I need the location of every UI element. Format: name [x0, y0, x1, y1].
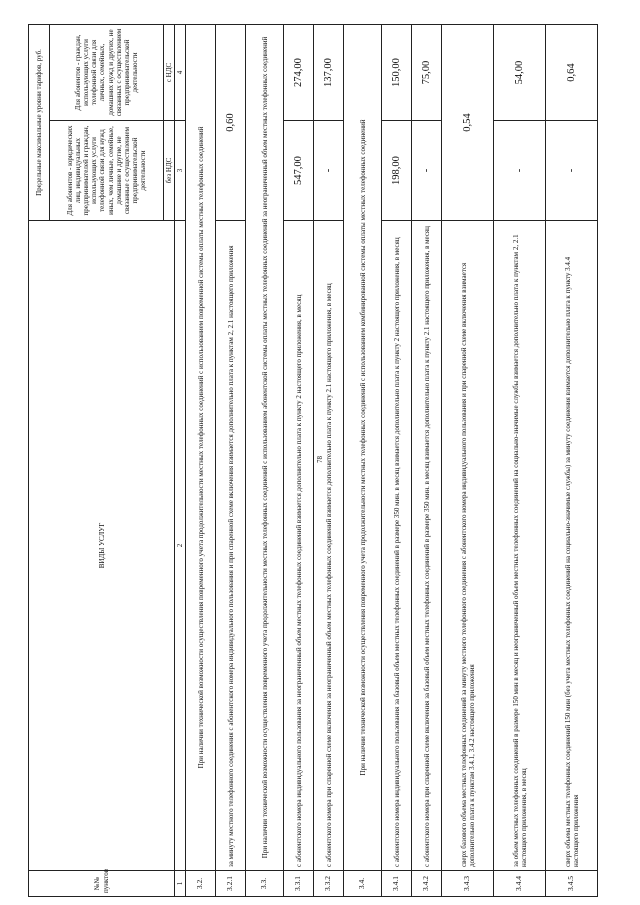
section-heading: При наличии технической возможности осуществления повременного учета продолжительности местных телефонных соединений с использованием абонентской системы оплаты местных телефонных соединений за неограниченный объем местных телефонных соединений — [246, 24, 284, 870]
section-heading: При наличии технической возможности осуществления повременного учета продолжительности местных телефонных соединений с использованием комбинированной системы оплаты местных телефонных соединений — [344, 24, 382, 870]
header-tariffs: Предельные максимальные уровни тарифов, руб. — [29, 24, 50, 220]
table-row — [344, 24, 382, 896]
row-value-without-vat: 198,00 — [382, 121, 412, 221]
table-row — [186, 24, 216, 896]
header-index-row — [175, 24, 186, 896]
row-text: за минуту местного телефонного соединения с абонентского номера индивидуального пользования и при спаренной схеме включения взимается дополнительно плата к пунктам 2, 2.1 настоящего приложения — [216, 221, 246, 871]
header-without-vat: без НДС — [164, 121, 175, 221]
row-num: 3.4.3 — [442, 871, 494, 897]
row-text: сверх базового объема местных телефонных соединений за минуту местного телефонного соединения с абонентского номера индивидуального пользования и при спаренной схеме включения взимается дополнительно плата к пунктам 3.4.1, 3.4.2 настоящего приложения — [442, 221, 494, 871]
row-num: 3.3. — [246, 871, 284, 897]
table-row — [314, 24, 344, 896]
index-2: 2 — [175, 221, 186, 871]
row-value-without-vat: - — [314, 121, 344, 221]
row-num: 3.4. — [344, 871, 382, 897]
header-row — [29, 24, 50, 896]
row-text: с абонентского номера индивидуального пользования за базовый объем местных телефонных соединений в размере 350 мин. в месяц взимается дополнительно плата к пункту 2 настоящего приложения, в месяц — [382, 221, 412, 871]
row-num: 3.4.2 — [412, 871, 442, 897]
row-value-with-vat: 54,00 — [494, 24, 546, 120]
row-num: 3.4.1 — [382, 871, 412, 897]
header-services: ВИДЫ УСЛУГ — [29, 221, 175, 871]
row-value-without-vat: - — [494, 121, 546, 221]
row-text: с абонентского номера индивидуального пользования за неограниченный объем местных телефонных соединений взимается дополнительно плата к пункту 2 настоящего приложения, в месяц — [284, 221, 314, 871]
row-value-with-vat: 137,00 — [314, 24, 344, 120]
row-num: 3.3.1 — [284, 871, 314, 897]
row-value-with-vat: 150,00 — [382, 24, 412, 120]
table-row — [284, 24, 314, 896]
row-value-without-vat: - — [412, 121, 442, 221]
header-with-vat: с НДС — [164, 24, 175, 120]
header-num: №№ пунктов — [29, 871, 175, 897]
table-row — [246, 24, 284, 896]
table-row — [442, 24, 494, 896]
row-value-with-vat: 75,00 — [412, 24, 442, 120]
row-num: 3.3.2 — [314, 871, 344, 897]
header-group-legal: Для абонентов - юридических лиц, индивидуальных предпринимателей и граждан, использующих услуги телефонной связи для нужд иных, чем личные, семейные, домашние и другие, не связанные с осуществлением предпринимательской деятельности — [50, 121, 164, 221]
row-text: за объем местных телефонных соединений в размере 150 мин в месяц и неограниченный объем местных телефонных соединений на социально-значимые службы взимается дополнительно плата к пунктам 2, 2.1 настоящего приложения, в месяц — [494, 221, 546, 871]
row-value-with-vat: 274,00 — [284, 24, 314, 120]
table-row — [382, 24, 412, 896]
table-row — [216, 24, 246, 896]
row-num: 3.2.1 — [216, 871, 246, 897]
row-text: с абонентского номера при спаренной схеме включения за неограниченный объем местных телефонных соединений взимается дополнительно плата к пункту 2.1 настоящего приложения, в месяц — [314, 221, 344, 871]
section-heading: При наличии технической возможности осуществления повременного учета продолжительности местных телефонных соединений с использованием повременной системы оплаты местных телефонных соединений — [186, 24, 216, 870]
row-num: 3.2. — [186, 871, 216, 897]
row-value-both: 0,54 — [442, 24, 494, 220]
row-value-without-vat: - — [546, 121, 598, 221]
index-1: 1 — [175, 871, 186, 897]
row-text: сверх объема местных телефонных соединений 150 мин (без учета местных телефонных соединений на социально-значимые службы) за минуту соединения взимается дополнительно плата к пункту 3.4.4 настоящего приложения — [546, 221, 598, 871]
row-num: 3.4.4 — [494, 871, 546, 897]
index-3: 3 — [175, 121, 186, 221]
page-number: 78 — [316, 456, 324, 463]
tariff-table — [28, 24, 598, 897]
header-group-citizens: Для абонентов - граждан, использующих услуги телефонной связи для личных, семейных, домашних нужд и других, не связанных с осуществлением предпринимательской деятельности — [50, 24, 164, 120]
row-num: 3.4.5 — [546, 871, 598, 897]
row-value-with-vat: 0,64 — [546, 24, 598, 120]
row-text: с абонентского номера при спаренной схеме включения за базовый объем местных телефонных соединений в размере 350 мин. в месяц взимается дополнительно плата к пункту 2.1 настоящего приложения, в месяц — [412, 221, 442, 871]
table-row — [546, 24, 598, 896]
row-value-without-vat: 547,00 — [284, 121, 314, 221]
table-row — [494, 24, 546, 896]
index-4: 4 — [175, 24, 186, 120]
row-value-both: 0,60 — [216, 24, 246, 220]
table-row — [412, 24, 442, 896]
